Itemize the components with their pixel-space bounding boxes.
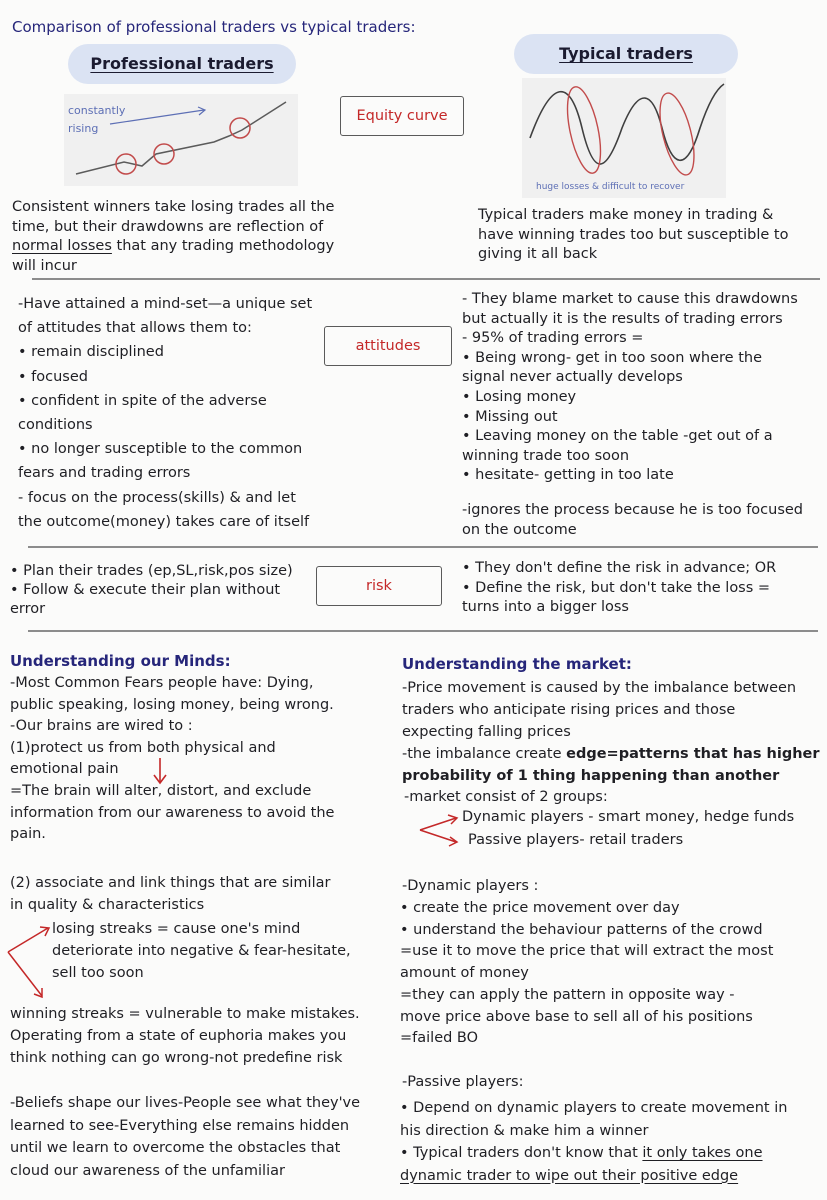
section-divider <box>32 278 820 280</box>
beliefs-text: -Beliefs shape our lives-People see what they've learned to see-Everything else remains hidden until we learn to overcome the obstacles that cloud our awareness of the unfamiliar <box>10 1095 361 1179</box>
section-divider <box>28 630 818 632</box>
risk-box: risk <box>316 566 442 606</box>
equity-curve-box: Equity curve <box>340 96 464 136</box>
passive-players-item: Passive players- retail traders <box>468 832 684 848</box>
professional-traders-label: Professional traders <box>68 44 296 84</box>
dynamic-players-item: Dynamic players - smart money, hedge funds <box>462 809 795 825</box>
down-arrow-icon <box>146 756 176 786</box>
normal-losses-text: normal losses <box>12 238 112 254</box>
pro-risk: • Plan their trades (ep,SL,risk,pos size) • Follow & execute their plan without error <box>10 563 293 617</box>
typical-description: Typical traders make money in trading & have winning trades too but susceptible to giving it all back <box>478 207 789 262</box>
volatile-curve-drawing <box>522 78 726 184</box>
branch-arrows-icon <box>4 922 56 1002</box>
pro-description: Consistent winners take losing trades all the time, but their drawdowns are reflection of normal losses that any trading methodology will incur <box>12 199 335 274</box>
positive-edge-warning: it only takes one dynamic trader to wipe out their positive edge <box>400 1145 763 1184</box>
minds-heading: Understanding our Minds: <box>10 652 231 670</box>
typical-ignores-process: -ignores the process because he is too focused on the outcome <box>462 502 804 538</box>
dynamic-players-heading: -Dynamic players : <box>402 878 539 894</box>
typical-traders-label: Typical traders <box>514 34 738 74</box>
typical-equity-sketch <box>522 78 726 198</box>
page-title: Comparison of professional traders vs typical traders: <box>12 18 416 36</box>
attitudes-box: attitudes <box>324 326 452 366</box>
typical-risk: • They don't define the risk in advance; OR • Define the risk, but don't take the loss = turns into a bigger loss <box>462 560 777 615</box>
losing-streaks-text: losing streaks = cause one's mind deteriorate into negative & fear-hesitate, sell too soon <box>52 921 351 981</box>
market-heading: Understanding the market: <box>402 655 632 673</box>
market-intro: -Price movement is caused by the imbalance between traders who anticipate rising prices and those expecting falling prices -the imbalance create edge=patterns that has higher probability of 1 thing happening than another <box>402 680 820 784</box>
edge-definition: edge=patterns that has higher probability of 1 thing happening than another <box>402 746 820 784</box>
huge-losses-note: huge losses & difficult to recover <box>536 182 685 192</box>
branch-arrows-icon <box>416 810 466 850</box>
typical-attitudes: - They blame market to cause this drawdowns but actually it is the results of trading errors - 95% of trading errors = • Being wrong- get in too soon where the signal never actually develops • Losing money • Missing out • Leaving money on the table -get out of a winning trade too soon • hesitate- getting in too late <box>462 291 798 484</box>
passive-players-heading: -Passive players: <box>402 1074 524 1090</box>
pro-attitudes: -Have attained a mind-set—a unique set of attitudes that allows them to: • remain disciplined • focused • confident in spite of the adverse conditions • no longer susceptible to the common fears and trading errors - focus on the process(skills) & and let the outcome(money) takes care of itself <box>18 296 313 530</box>
associate-point: (2) associate and link things that are similar in quality & characteristics <box>10 875 331 913</box>
constantly-rising-note: constantly rising <box>68 104 126 135</box>
minds-intro: -Most Common Fears people have: Dying, public speaking, losing money, being wrong. -Our brains are wired to : (1)protect us from both physical and emotional pain =The brain will alter, distort, and exclude information from our awareness to avoid the pain. <box>10 675 335 843</box>
section-divider <box>28 546 818 548</box>
winning-streaks-text: winning streaks = vulnerable to make mistakes. Operating from a state of euphoria makes you think nothing can go wrong-not predefine risk <box>10 1006 360 1066</box>
passive-players-points: • Depend on dynamic players to create movement in his direction & make him a winner • Typical traders don't know that it only takes one dynamic trader to wipe out their positive edge <box>400 1100 788 1184</box>
pro-equity-sketch <box>64 94 298 186</box>
dynamic-players-points: • create the price movement over day • understand the behaviour patterns of the crowd =use it to move the price that will extract the most amount of money =they can apply the pattern in opposite way - move price above base to sell all of his positions =failed BO <box>400 900 774 1047</box>
market-groups: -market consist of 2 groups: <box>404 789 608 805</box>
